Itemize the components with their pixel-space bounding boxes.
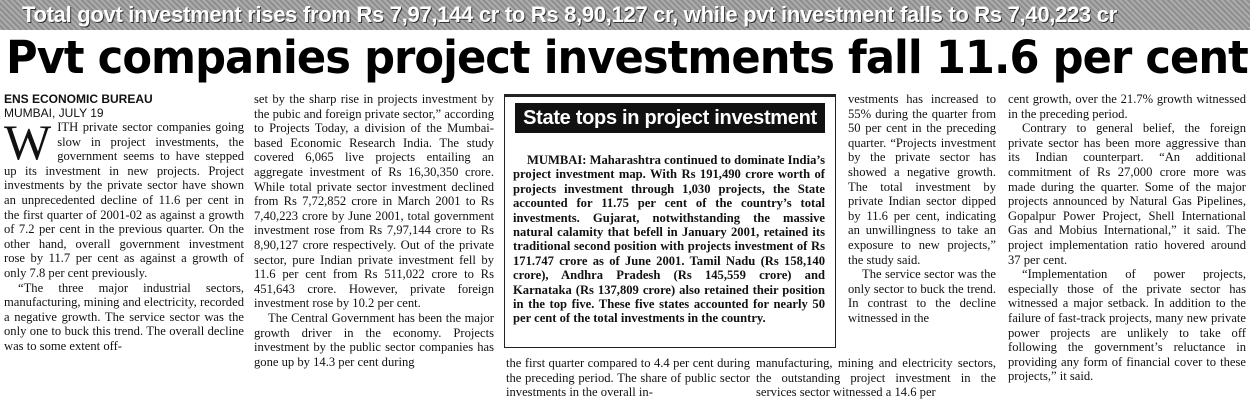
paragraph: The Central Government has been the major growth driver in the economy. Projects investment by the public sector companies has gone up by 14.3 per cent during (254, 310, 494, 369)
lead-paragraph (4, 114, 244, 281)
sidebar-box-text: : Maharashtra continued to dominate India’s project investment map. With Rs 191,490 crore worth of projects investment through 1,030 projects, the State accounted for 11.75 per cent of the country’s total investments. Gujarat, notwithstanding the massive natural calamity that befell in January 2001, retained its traditional second position with projects investment of Rs 171.747 crore as of June 2001. Tamil Nadu (Rs 158,140 crore), Andhra Pradesh (Rs 145,559 crore) and Karnataka (Rs 137,809 crore) also retained their position in the top five. These five states accounted for nearly 50 per cent of the total investments in the country. (513, 153, 825, 326)
paragraph: manufacturing, mining and electricity sectors, the outstanding project investment in the services sector witnessed a 14.6 per (756, 356, 996, 400)
byline: ENS ECONOMIC BUREAU (4, 92, 153, 106)
article-column-5 (848, 92, 996, 326)
article-column-3 (506, 356, 750, 400)
paragraph: The service sector was the only sector to buck the trend. In contrast to the decline witnessed in the (848, 267, 996, 325)
paragraph: “The three major industrial sectors, manufacturing, mining and electricity, recorded a negative growth. The service sector was the only one to buck this trend. The overall decline was to some extent off- (4, 280, 244, 353)
kicker-text: Total govt investment rises from Rs 7,97,144 cr to Rs 8,90,127 cr, while pvt investment falls to Rs 7,40,223 cr (22, 2, 1117, 27)
sidebar-box (504, 94, 836, 348)
article-column-2 (254, 92, 494, 369)
kicker-banner (0, 0, 1250, 30)
lead-text: ITH private sector companies going slow in project investments, the government seems to have stepped up its investment in new projects. Project investments by the private sector have shown an unprecedented decline of 11.6 per cent in the first quarter of 2001-02 as against a growth of 7.2 per cent in the previous quarter. On the other hand, overall government investment rose by 11.7 per cent as against a growth of only 7.8 per cent previously. (4, 120, 244, 280)
paragraph: vestments has increased to 55% during the quarter from 50 per cent in the preceding quarter. “Projects investment by the private sector has showed a negative growth. The total investment by private Indian sector dipped by 11.6 per cent, indicating an unwillingness to take an exposure to new projects,” the study said. (848, 92, 996, 267)
paragraph: cent growth, over the 21.7% growth witnessed in the preceding period. (1008, 92, 1246, 121)
paragraph: “Implementation of power projects, especially those of the private sector has witnessed a major setback. In addition to the failure of fast-track projects, many new private power projects are unlikely to take off following the government’s reluctance in providing any form of financial cover to these projects,” it said. (1008, 267, 1246, 384)
article-column-6 (1008, 92, 1246, 384)
drop-cap: W (4, 114, 52, 170)
paragraph: Contrary to general belief, the foreign private sector has been more aggressive than its Indian counterpart. “An additional commitment of Rs 27,000 crore more was made during the quarter. Some of the major projects announced by Natural Gas Pipelines, Gopalpur Power Project, Shell International Gas and Mobius International,” it said. The project implementation ratio hovered around 37 per cent. (1008, 121, 1246, 267)
article-column-1 (4, 92, 244, 354)
headline: Pvt companies project investments fall 11.6 per cent (6, 31, 1248, 84)
dateline: MUMBAI, JULY 19 (4, 106, 104, 120)
paragraph: the first quarter compared to 4.4 per cent during the preceding period. The share of public sector investments in the overall in- (506, 356, 750, 400)
sidebar-box-title: State tops in project investment (515, 103, 825, 133)
sidebar-box-body (513, 153, 825, 326)
article-column-4 (756, 356, 996, 400)
paragraph: set by the sharp rise in projects investment by the pubic and foreign private sector,” according to Projects Today, a division of the Mumbai-based Economic Research India. The study covered 6,065 live projects entailing an aggregate investment of Rs 16,30,350 crore. While total private sector investment declined from Rs 7,72,852 crore in March 2001 to Rs 7,40,223 crore by June 2001, total government investment rose from Rs 7,97,144 crore to Rs 8,90,127 crore respectively. Out of the private sector, pure Indian private investment fell by 11.6 per cent from Rs 511,022 crore to Rs 451,643 crore. However, private foreign investment rose by 10.2 per cent. (254, 92, 494, 311)
sidebar-box-dateline: MUMBAI (527, 153, 583, 167)
